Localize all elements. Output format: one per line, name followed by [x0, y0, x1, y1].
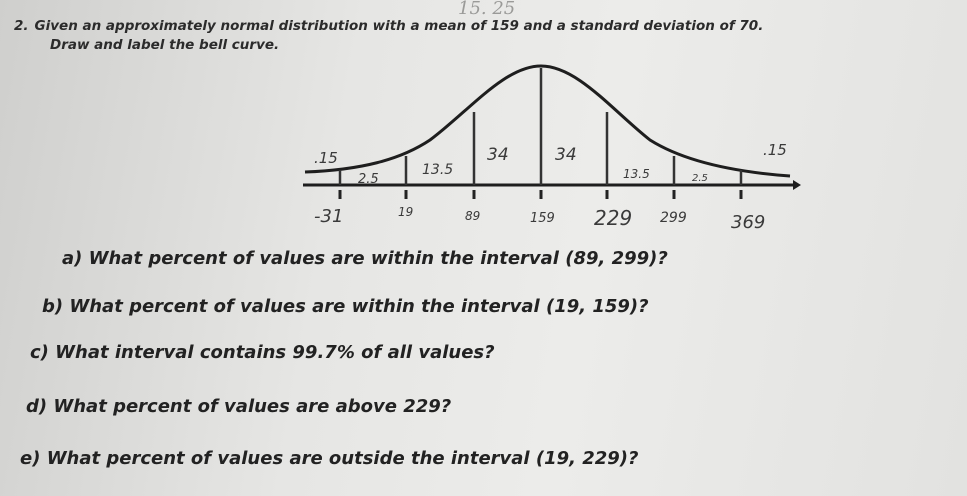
- problem-number: 2.: [14, 18, 29, 34]
- arrow-icon: [793, 180, 801, 190]
- question-a: a) What percent of values are within the interval (89, 299)?: [62, 248, 668, 269]
- axis-value-label: 19: [398, 205, 414, 219]
- axis-value-label: -31: [314, 206, 344, 227]
- problem-text: Given an approximately normal distribution with a mean of 159 and a standard deviation of 70.: [34, 18, 764, 34]
- region-label: 2.5: [358, 172, 379, 187]
- question-d: d) What percent of values are above 229?: [26, 396, 452, 417]
- axis-value-label: 299: [660, 210, 687, 226]
- handwritten-note: 15. 25: [458, 0, 516, 19]
- axis-value-label: 159: [530, 211, 555, 226]
- axis-value-label: 89: [465, 209, 481, 223]
- question-c: c) What interval contains 99.7% of all values?: [30, 342, 495, 363]
- region-label: 34: [555, 145, 577, 165]
- problem-instruction: Draw and label the bell curve.: [50, 37, 280, 53]
- axis-value-label: 229: [594, 206, 633, 230]
- region-label: 13.5: [422, 162, 454, 178]
- region-label: 13.5: [623, 167, 650, 181]
- question-e: e) What percent of values are outside the interval (19, 229)?: [20, 448, 639, 469]
- tail-label: .15: [763, 141, 787, 159]
- region-label: 2.5: [692, 173, 708, 184]
- question-b: b) What percent of values are within the interval (19, 159)?: [42, 296, 649, 317]
- region-label: 34: [487, 145, 509, 165]
- axis-value-label: 369: [731, 212, 766, 233]
- bell-curve-line: [305, 66, 790, 176]
- tail-label: .15: [314, 149, 338, 167]
